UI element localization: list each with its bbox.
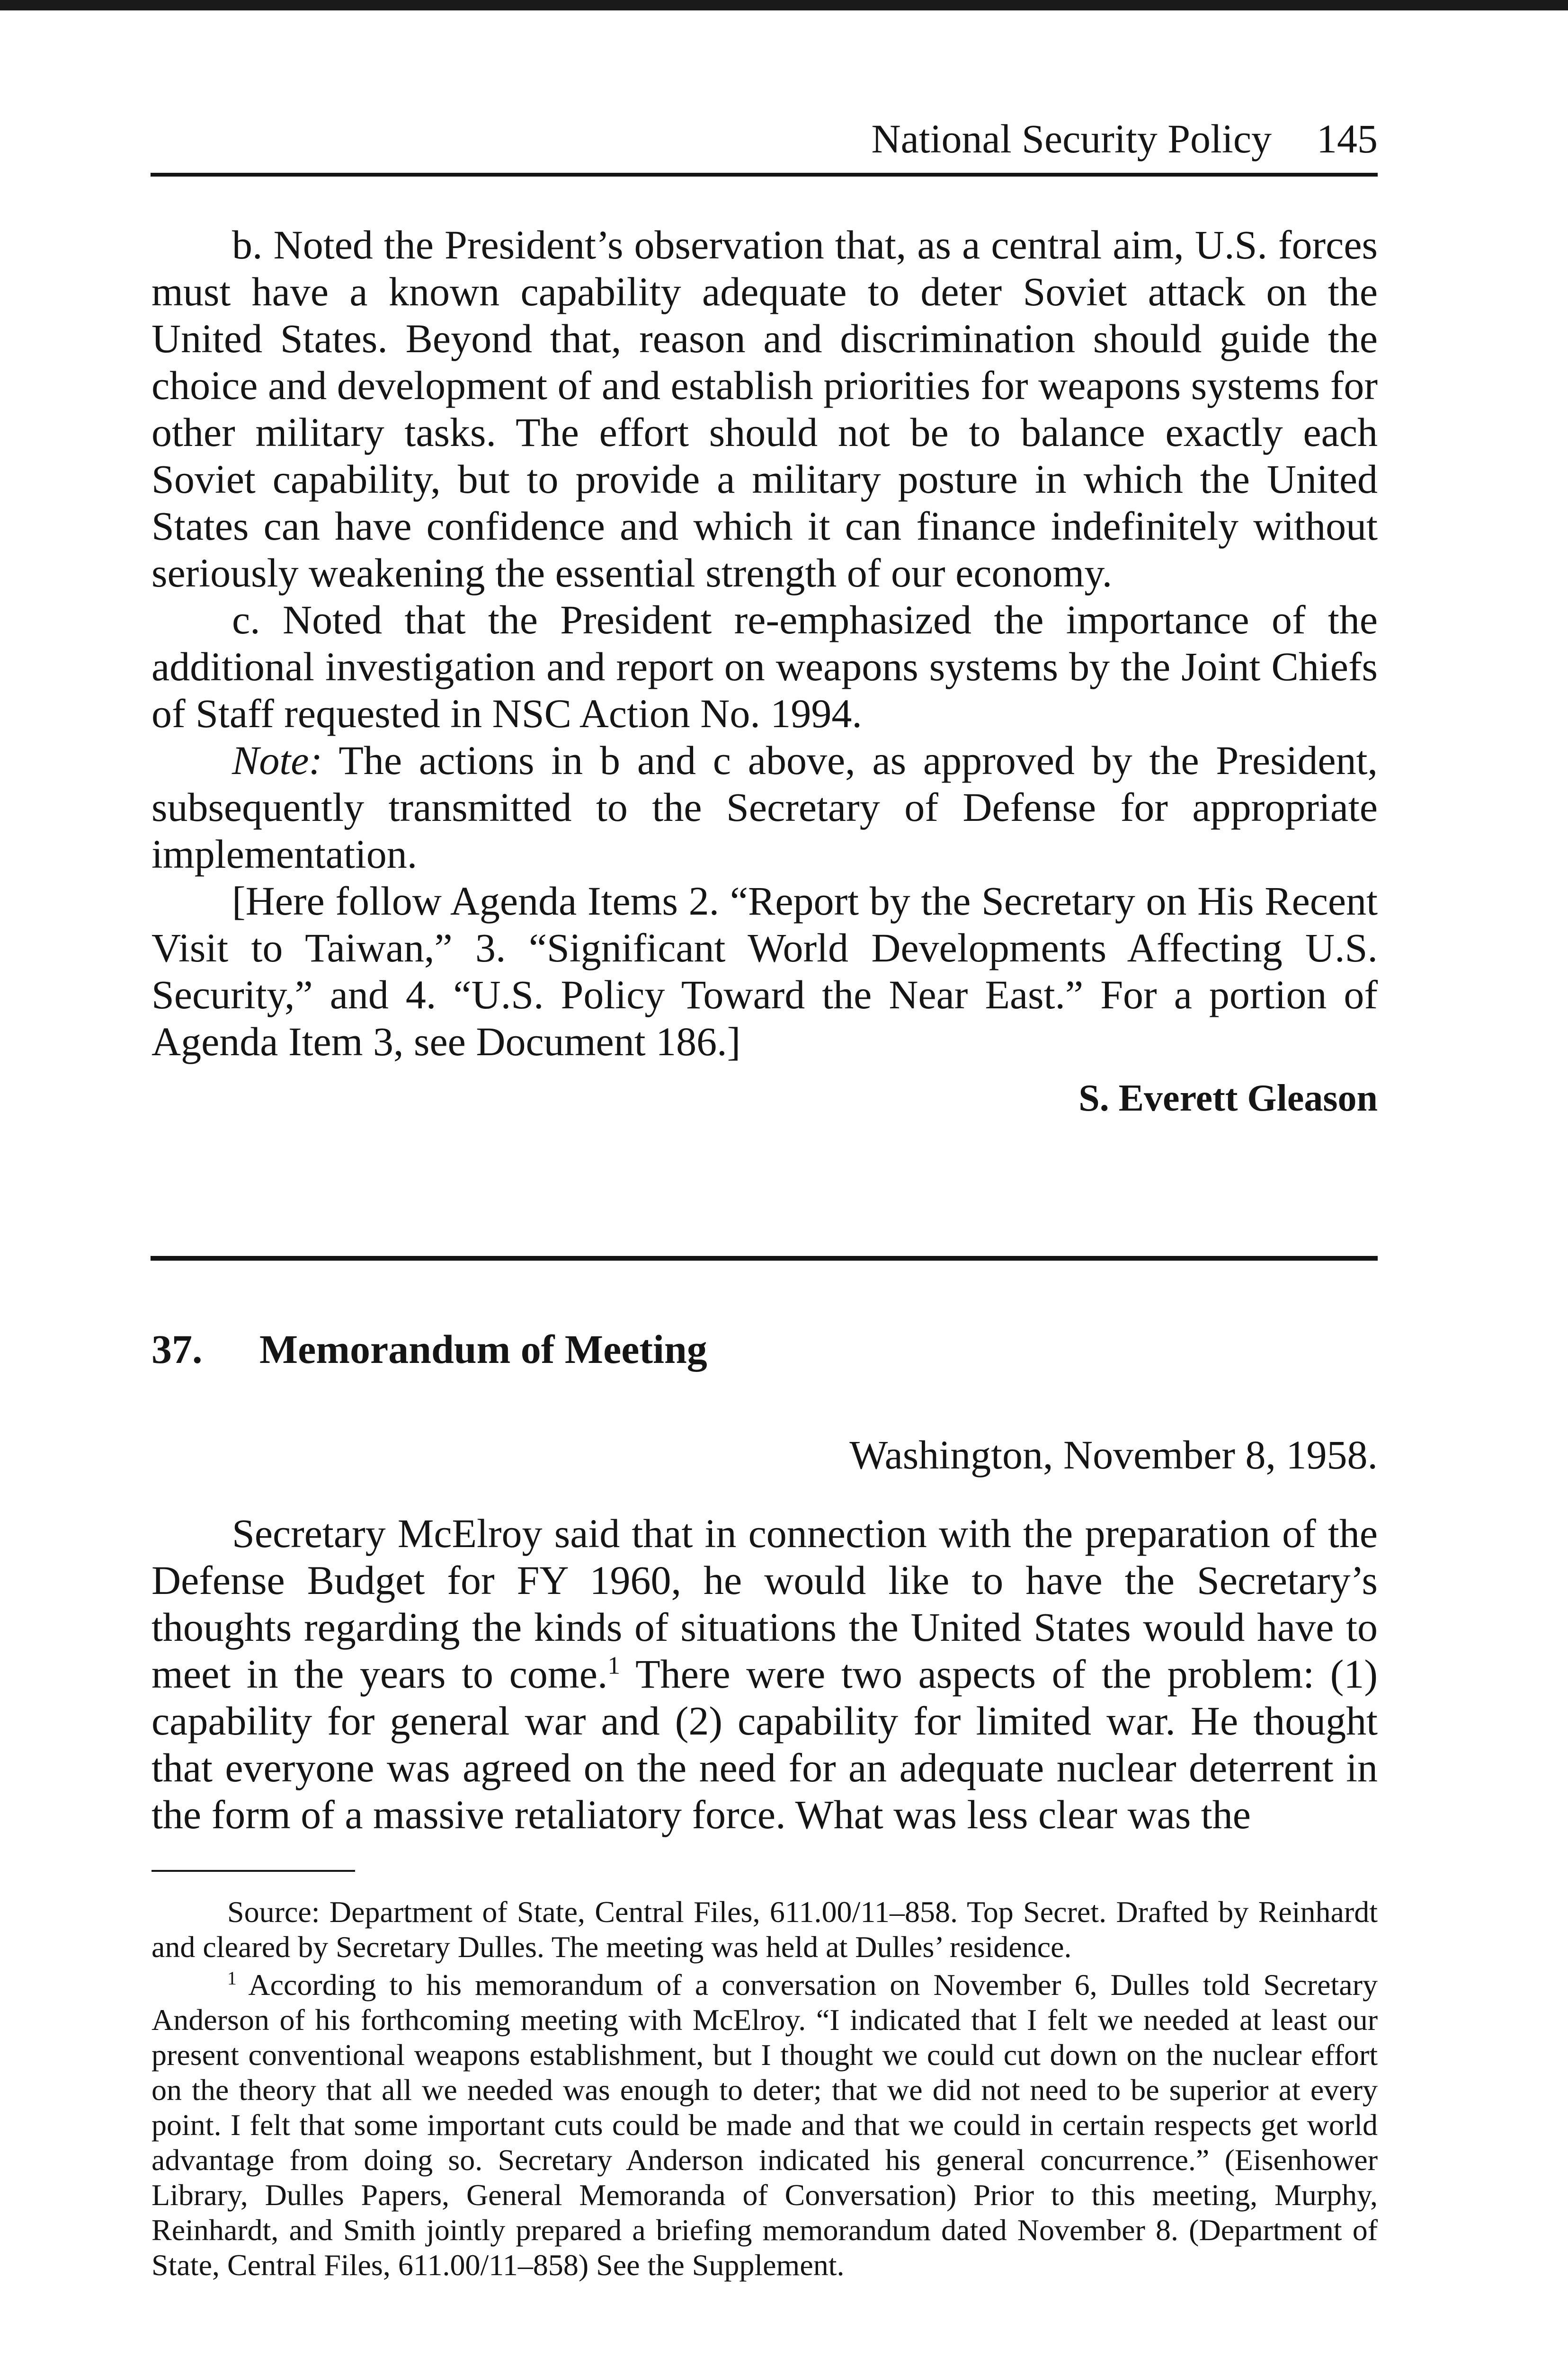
document-heading [151,1326,707,1372]
paragraph-c: c. Noted that the President re-emphasized the importance of the additional investigation and report on weapons systems by the Joint Chiefs of Staff requested in NSC Action No. 1994. [151,597,1378,736]
page-top-border [0,0,1568,10]
previous-document-text [151,222,1378,1065]
footnote-1 [151,1967,1378,2283]
text-before-footnote: Secretary McElroy said that in connection with the preparation of the Defense Budget for FY 1960, he would like to have the Secretary’s thoughts regarding the kinds of situations the United States would have to meet in the years to come. [151,1511,1378,1697]
running-head-title: National Security Policy [871,116,1272,161]
dateline: Washington, November 8, 1958. [849,1432,1378,1477]
note-paragraph [151,737,1378,878]
footnote-1-text: According to his memorandum of a conversation on November 6, Dulles told Secretary Anderson of his forthcoming meeting with McElroy. “I indicated that I felt we needed at least our present conventional weapons establishment, but I thought we could cut down on the nuclear effort on the theory that all we needed was enough to deter; that we did not need to be superior at every point. I felt that some important cuts could be made and that we could in certain respects get world advantage from doing so. Secretary Anderson indicated his general concurrence.” (Eisenhower Library, Dulles Papers, General Memoranda of Conversation) Prior to this meeting, Murphy, Reinhardt, and Smith jointly prepared a briefing memorandum dated November 8. (Department of State, Central Files, 611.00/11–858) See the Supplement. [151,1968,1378,2282]
signature: S. Everett Gleason [1078,1077,1378,1119]
agenda-paragraph: [Here follow Agenda Items 2. “Report by the Secretary on His Recent Visit to Taiwan,” 3. “Significant World Developments Affecting U.S. Security,” and 4. “U.S. Policy Toward the Near East.” For a portion of Agenda Item 3, see Document 186.] [151,878,1378,1064]
footnote-rule [151,1870,355,1872]
memorandum-text [151,1510,1378,1838]
note-text: The actions in b and c above, as approved by the President, subsequently transmitted to the Secretary of Defense for appropriate implementation. [151,738,1378,877]
footnotes [151,1895,1378,2283]
footnote-1-marker: 1 [227,1968,237,1989]
document-number: 37. [151,1326,203,1372]
footnote-reference: 1 [607,1651,621,1680]
header-rule [151,173,1378,177]
text-after-footnote: There were two aspects of the problem: (1) capability for general war and (2) capability for limited war. He thought that everyone was agreed on the need for an adequate nuclear deterrent in the form of a massive retaliatory force. What was less clear was the [151,1651,1378,1837]
source-note: Source: Department of State, Central Files, 611.00/11–858. Top Secret. Drafted by Reinhardt and cleared by Secretary Dulles. The meeting was held at Dulles’ residence. [151,1895,1378,1964]
paragraph-b: b. Noted the President’s observation that, as a central aim, U.S. forces must have a known capability adequate to deter Soviet attack on the United States. Beyond that, reason and discrimination should guide the choice and development of and establish priorities for weapons systems for other military tasks. The effort should not be to balance exactly each Soviet capability, but to provide a military posture in which the United States can have confidence and which it can finance indefinitely without seriously weakening the essential strength of our economy. [151,222,1378,596]
running-head [151,118,1378,159]
note-label: Note: [232,738,323,783]
memorandum-paragraph [151,1510,1378,1838]
page-number: 145 [1317,116,1378,161]
document-title: Memorandum of Meeting [259,1326,707,1372]
section-divider [151,1256,1378,1261]
